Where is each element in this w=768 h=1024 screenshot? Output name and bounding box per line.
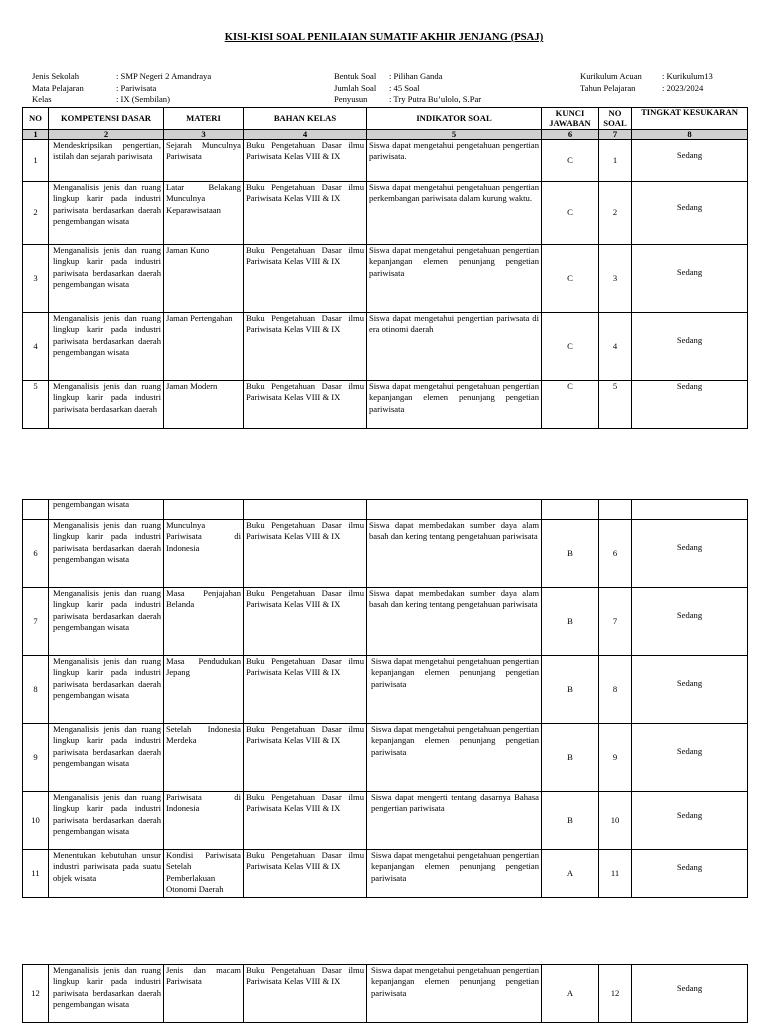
- cell-no: 10: [23, 792, 49, 850]
- cell-tingkat-kesukaran: Sedang: [632, 381, 748, 429]
- info-block-school: [32, 71, 211, 106]
- cell-materi: Kondisi Pariwisata Setelah Pemberlakuan Otonomi Daerah: [164, 850, 244, 898]
- info-label: Tahun Pelajaran: [580, 82, 636, 93]
- cell-bahan-kelas: Buku Pengetahuan Dasar ilmu Pariwisata Kelas VIII & IX: [244, 850, 367, 898]
- cell-bahan-kelas: [244, 500, 367, 520]
- cell-kompetensi-dasar-continued: pengembangan wisata: [49, 500, 164, 520]
- cell-bahan-kelas: Buku Pengetahuan Dasar ilmu Pariwisata Kelas VIII & IX: [244, 381, 367, 429]
- cell-indikator-soal: Siswa dapat mengetahui pengertian pariwsata di era otinomi daerah: [367, 313, 542, 381]
- cell-kunci-jawaban: B: [542, 656, 599, 724]
- cell-tingkat-kesukaran: Sedang: [632, 313, 748, 381]
- table-row: [23, 313, 748, 381]
- cell-kunci-jawaban: C: [542, 245, 599, 313]
- info-row-bentuk-soal: [334, 71, 481, 83]
- table-row: [23, 182, 748, 245]
- cell-indikator-soal: Siswa dapat mengetahui pengetahuan pengertian kepanjangan elemen penunjang pengetian pariwisata: [367, 965, 542, 1023]
- cell-kunci-jawaban: B: [542, 520, 599, 588]
- cell-no: 11: [23, 850, 49, 898]
- kisi-table-part-2: [22, 499, 748, 898]
- info-value: : 2023/2024: [662, 82, 704, 93]
- cell-no: 6: [23, 520, 49, 588]
- header-indikator-soal: INDIKATOR SOAL: [367, 108, 542, 130]
- cell-materi: Latar Belakang Munculnya Keparawisataan: [164, 182, 244, 245]
- table-row: [23, 140, 748, 182]
- cell-materi: Jaman Pertengahan: [164, 313, 244, 381]
- cell-tingkat-kesukaran: Sedang: [632, 520, 748, 588]
- info-value: : 45 Soal: [389, 82, 420, 93]
- info-value: : SMP Negeri 2 Amandraya: [116, 71, 212, 81]
- cell-bahan-kelas: Buku Pengetahuan Dasar ilmu Pariwisata Kelas VIII & IX: [244, 965, 367, 1023]
- column-number: 8: [632, 130, 748, 140]
- cell-tingkat-kesukaran: Sedang: [632, 724, 748, 792]
- cell-no: 1: [23, 140, 49, 182]
- table-row-continued: [23, 500, 748, 520]
- cell-bahan-kelas: Buku Pengetahuan Dasar ilmu Pariwisata Kelas VIII & IX: [244, 182, 367, 245]
- cell-kompetensi-dasar: Menganalisis jenis dan ruang lingkup karir pada industri pariwisata berdasarkan daerah pengembangan wisata: [49, 313, 164, 381]
- cell-no: [23, 500, 49, 520]
- cell-no: 7: [23, 588, 49, 656]
- cell-kompetensi-dasar: Menganalisis jenis dan ruang lingkup karir pada industri pariwisata berdasarkan daerah: [49, 381, 164, 429]
- cell-kompetensi-dasar: Menganalisis jenis dan ruang lingkup karir pada industri pariwisata berdasarkan daerah pengembangan wisata: [49, 724, 164, 792]
- info-row-jumlah-soal: [334, 83, 481, 95]
- header-tingkat-kesukaran: TINGKAT KESUKARAN: [632, 108, 748, 130]
- cell-kunci-jawaban: A: [542, 850, 599, 898]
- cell-kompetensi-dasar: Menentukan kebutuhan unsur industri pariwisata pada suatu objek wisata: [49, 850, 164, 898]
- cell-indikator-soal: Siswa dapat mengetahui pengetahuan pengertian kepanjangan elemen penunjang pengetian pariwisata: [367, 245, 542, 313]
- cell-kompetensi-dasar: Menganalisis jenis dan ruang lingkup karir pada industri pariwisata berdasarkan daerah pengembangan wisata: [49, 520, 164, 588]
- cell-indikator-soal: Siswa dapat membedakan sumber daya alam basah dan kering tentang pengetahuan pariwisata: [367, 588, 542, 656]
- cell-materi: Masa Penjajahan Belanda: [164, 588, 244, 656]
- cell-tingkat-kesukaran: Sedang: [632, 588, 748, 656]
- info-row-tahun-pelajaran: [580, 83, 713, 95]
- cell-kunci-jawaban: C: [542, 182, 599, 245]
- cell-indikator-soal: Siswa dapat mengerti tentang dasarnya Bahasa pengertian pariwisata: [367, 792, 542, 850]
- info-block-curriculum: [580, 71, 713, 94]
- column-number: 6: [542, 130, 599, 140]
- cell-kompetensi-dasar: Menganalisis jenis dan ruang lingkup karir pada industri pariwisata berdasarkan daerah pengembangan wisata: [49, 792, 164, 850]
- cell-indikator-soal: [367, 500, 542, 520]
- header-kompetensi-dasar: KOMPETENSI DASAR: [49, 108, 164, 130]
- column-number: 5: [367, 130, 542, 140]
- cell-no: 12: [23, 965, 49, 1023]
- cell-kompetensi-dasar: Menganalisis jenis dan ruang lingkup karir pada industri pariwisata berdasarkan daerah pengembangan wisata: [49, 245, 164, 313]
- column-number: 2: [49, 130, 164, 140]
- cell-bahan-kelas: Buku Pengetahuan Dasar ilmu Pariwisata Kelas VIII & IX: [244, 656, 367, 724]
- cell-kompetensi-dasar: Menganalisis jenis dan ruang lingkup karir pada industri pariwisata berdasarkan daerah pengembangan wisata: [49, 965, 164, 1023]
- cell-bahan-kelas: Buku Pengetahuan Dasar ilmu Pariwisata Kelas VIII & IX: [244, 313, 367, 381]
- cell-kompetensi-dasar: Mendeskripsikan pengertian, istilah dan sejarah pariwisata: [49, 140, 164, 182]
- table-row: [23, 724, 748, 792]
- column-number: 3: [164, 130, 244, 140]
- info-label: Penyusun: [334, 94, 368, 105]
- cell-no-soal: 6: [599, 520, 632, 588]
- cell-materi: Jaman Modern: [164, 381, 244, 429]
- info-row-jenis-sekolah: [32, 71, 211, 83]
- info-label: Jenis Sekolah: [32, 71, 80, 81]
- cell-indikator-soal: Siswa dapat mengetahui pengetahuan pengertian kepanjangan elemen penunjang pengetian pariwisata: [367, 850, 542, 898]
- cell-indikator-soal: Siswa dapat mengetahui pengetahuan pengertian perkembangan pariwisata dalam kurung waktu.: [367, 182, 542, 245]
- info-label: Jumlah Soal: [334, 82, 377, 93]
- cell-tingkat-kesukaran: Sedang: [632, 792, 748, 850]
- cell-kunci-jawaban: [542, 500, 599, 520]
- cell-no: 2: [23, 182, 49, 245]
- cell-tingkat-kesukaran: Sedang: [632, 850, 748, 898]
- table-row: [23, 381, 748, 429]
- cell-kunci-jawaban: C: [542, 313, 599, 381]
- table-header-row: [23, 108, 748, 130]
- cell-indikator-soal: Siswa dapat mengetahui pengetahuan pengertian kepanjangan elemen penunjang pengetian pariwisata: [367, 381, 542, 429]
- cell-bahan-kelas: Buku Pengetahuan Dasar ilmu Pariwisata Kelas VIII & IX: [244, 520, 367, 588]
- cell-kunci-jawaban: B: [542, 588, 599, 656]
- header-bahan-kelas: BAHAN KELAS: [244, 108, 367, 130]
- cell-no-soal: 1: [599, 140, 632, 182]
- cell-kompetensi-dasar: Menganalisis jenis dan ruang lingkup karir pada industri pariwisata berdasarkan daerah pengembangan wisata: [49, 588, 164, 656]
- column-number-row: [23, 130, 748, 140]
- cell-tingkat-kesukaran: Sedang: [632, 656, 748, 724]
- cell-kunci-jawaban: C: [542, 381, 599, 429]
- header-materi: MATERI: [164, 108, 244, 130]
- cell-materi: Pariwisata di Indonesia: [164, 792, 244, 850]
- cell-no: 5: [23, 381, 49, 429]
- cell-tingkat-kesukaran: [632, 500, 748, 520]
- cell-kunci-jawaban: B: [542, 724, 599, 792]
- info-row-kelas: [32, 94, 211, 106]
- cell-kompetensi-dasar: Menganalisis jenis dan ruang lingkup karir pada industri pariwisata berdasarkan daerah pengembangan wisata: [49, 656, 164, 724]
- cell-no-soal: [599, 500, 632, 520]
- cell-kunci-jawaban: C: [542, 140, 599, 182]
- info-value: : IX (Sembilan): [116, 94, 170, 105]
- cell-indikator-soal: Siswa dapat membedakan sumber daya alam basah dan kering tentang pengetahuan pariwisata: [367, 520, 542, 588]
- cell-tingkat-kesukaran: Sedang: [632, 140, 748, 182]
- header-kunci-jawaban: KUNCI JAWABAN: [542, 108, 599, 130]
- table-row: [23, 588, 748, 656]
- cell-tingkat-kesukaran: Sedang: [632, 965, 748, 1023]
- cell-no-soal: 8: [599, 656, 632, 724]
- info-value: : Kurikulum13: [662, 71, 713, 81]
- document-title: KISI-KISI SOAL PENILAIAN SUMATIF AKHIR JENJANG (PSAJ): [224, 32, 544, 43]
- cell-no-soal: 12: [599, 965, 632, 1023]
- cell-no-soal: 11: [599, 850, 632, 898]
- cell-kompetensi-dasar: Menganalisis jenis dan ruang lingkup karir pada industri pariwisata berdasarkan daerah pengembangan wisata: [49, 182, 164, 245]
- cell-materi: Setelah Indonesia Merdeka: [164, 724, 244, 792]
- table-row: [23, 520, 748, 588]
- cell-no: 3: [23, 245, 49, 313]
- info-label: Kurikulum Acuan: [580, 71, 642, 81]
- table-row: [23, 792, 748, 850]
- cell-materi: Munculnya Pariwisata di Indonesia: [164, 520, 244, 588]
- info-row-mata-pelajaran: [32, 83, 211, 95]
- cell-no-soal: 7: [599, 588, 632, 656]
- cell-no: 4: [23, 313, 49, 381]
- cell-tingkat-kesukaran: Sedang: [632, 182, 748, 245]
- cell-materi: [164, 500, 244, 520]
- info-row-kurikulum: [580, 71, 713, 83]
- column-number: 4: [244, 130, 367, 140]
- cell-materi: Jaman Kuno: [164, 245, 244, 313]
- cell-no: 8: [23, 656, 49, 724]
- table-row: [23, 965, 748, 1023]
- cell-bahan-kelas: Buku Pengetahuan Dasar ilmu Pariwisata Kelas VIII & IX: [244, 724, 367, 792]
- info-label: Kelas: [32, 94, 52, 105]
- info-label: Bentuk Soal: [334, 71, 377, 81]
- info-label: Mata Pelajaran: [32, 82, 84, 93]
- cell-materi: Masa Pendudukan Jepang: [164, 656, 244, 724]
- cell-no-soal: 2: [599, 182, 632, 245]
- kisi-table-part-1: [22, 107, 748, 429]
- info-block-exam: [334, 71, 481, 106]
- cell-materi: Jenis dan macam Pariwisata: [164, 965, 244, 1023]
- kisi-table-part-3: [22, 964, 748, 1023]
- cell-indikator-soal: Siswa dapat mengetahui pengetahuan pengertian pariwisata.: [367, 140, 542, 182]
- cell-no: 9: [23, 724, 49, 792]
- info-value: : Pilihan Ganda: [389, 71, 443, 81]
- info-row-penyusun: [334, 94, 481, 106]
- cell-bahan-kelas: Buku Pengetahuan Dasar ilmu Pariwisata Kelas VIII & IX: [244, 140, 367, 182]
- header-no: NO: [23, 108, 49, 130]
- table-row: [23, 245, 748, 313]
- column-number: 1: [23, 130, 49, 140]
- cell-indikator-soal: Siswa dapat mengetahui pengetahuan pengertian kepanjangan elemen penunjang pengetian pariwisata: [367, 724, 542, 792]
- cell-no-soal: 10: [599, 792, 632, 850]
- cell-no-soal: 3: [599, 245, 632, 313]
- cell-bahan-kelas: Buku Pengetahuan Dasar ilmu Pariwisata Kelas VIII & IX: [244, 588, 367, 656]
- cell-materi: Sejarah Munculnya Pariwisata: [164, 140, 244, 182]
- cell-no-soal: 9: [599, 724, 632, 792]
- info-value: : Pariwisata: [116, 82, 157, 93]
- header-no-soal: NO SOAL: [599, 108, 632, 130]
- column-number: 7: [599, 130, 632, 140]
- table-row: [23, 656, 748, 724]
- info-value: : Try Putra Bu’ulolo, S.Par: [389, 94, 482, 105]
- cell-kunci-jawaban: A: [542, 965, 599, 1023]
- cell-no-soal: 5: [599, 381, 632, 429]
- cell-tingkat-kesukaran: Sedang: [632, 245, 748, 313]
- cell-bahan-kelas: Buku Pengetahuan Dasar ilmu Pariwisata Kelas VIII & IX: [244, 245, 367, 313]
- cell-kunci-jawaban: B: [542, 792, 599, 850]
- cell-bahan-kelas: Buku Pengetahuan Dasar ilmu Pariwisata Kelas VIII & IX: [244, 792, 367, 850]
- cell-no-soal: 4: [599, 313, 632, 381]
- cell-indikator-soal: Siswa dapat mengetahui pengetahuan pengertian kepanjangan elemen penunjang pengetian pariwisata: [367, 656, 542, 724]
- table-row: [23, 850, 748, 898]
